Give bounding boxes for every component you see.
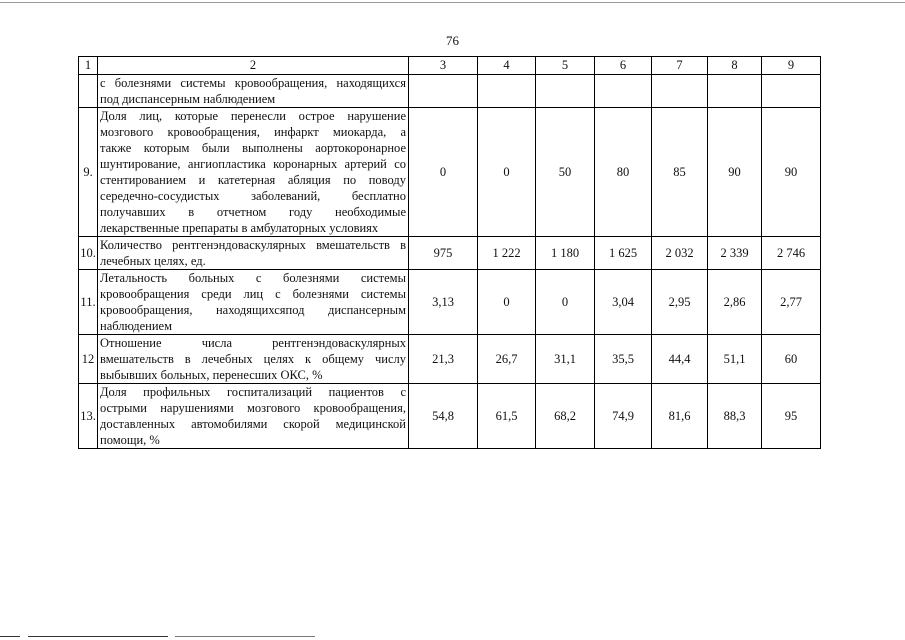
value-cell: 35,5 bbox=[595, 335, 652, 384]
indicator-description bbox=[98, 270, 409, 335]
value-cell: 1 180 bbox=[536, 237, 595, 270]
indicator-description bbox=[98, 108, 409, 237]
description-line: Доля профильных госпитализаций пациентов с bbox=[100, 385, 406, 399]
indicator-description bbox=[98, 237, 409, 270]
table-row bbox=[79, 237, 821, 270]
value-cell: 88,3 bbox=[708, 384, 762, 449]
table-row bbox=[79, 270, 821, 335]
row-number: 12 bbox=[79, 335, 98, 384]
description-line: Отношение числа рентгенэндоваскулярных bbox=[100, 336, 406, 350]
header-row bbox=[79, 57, 821, 75]
description-line: получавших в отчетном году необходимые bbox=[100, 205, 406, 219]
value-cell bbox=[762, 75, 821, 108]
description-line: помощи, % bbox=[100, 433, 160, 447]
value-cell: 26,7 bbox=[478, 335, 536, 384]
description-line: доставленных автомобилями скорой медицинской bbox=[100, 417, 406, 431]
value-cell: 90 bbox=[762, 108, 821, 237]
value-cell: 3,13 bbox=[409, 270, 478, 335]
value-cell: 2 746 bbox=[762, 237, 821, 270]
value-cell bbox=[536, 75, 595, 108]
row-number bbox=[79, 75, 98, 108]
description-line: середечно-сосудистых заболеваний, бесплатно bbox=[100, 189, 406, 203]
value-cell bbox=[478, 75, 536, 108]
value-cell: 975 bbox=[409, 237, 478, 270]
description-line: шунтирование, ангиопластика коронарных артерий со bbox=[100, 157, 406, 171]
value-cell: 85 bbox=[652, 108, 708, 237]
description-line: наблюдением bbox=[100, 319, 172, 333]
value-cell: 50 bbox=[536, 108, 595, 237]
description-line: с болезнями системы кровообращения, находящихся bbox=[100, 76, 406, 90]
table-row bbox=[79, 335, 821, 384]
bottom-edge-line bbox=[28, 636, 168, 637]
header-cell: 3 bbox=[409, 57, 478, 75]
description-line: Доля лиц, которые перенесли острое нарушение bbox=[100, 109, 406, 123]
value-cell: 60 bbox=[762, 335, 821, 384]
value-cell: 0 bbox=[478, 108, 536, 237]
description-line: мозгового кровообращения, инфаркт миокарда, а bbox=[100, 125, 406, 139]
description-line: стентированием и катетерная абляция по поводу bbox=[100, 173, 406, 187]
bottom-edge-line bbox=[175, 636, 315, 637]
value-cell: 90 bbox=[708, 108, 762, 237]
value-cell: 80 bbox=[595, 108, 652, 237]
value-cell: 1 222 bbox=[478, 237, 536, 270]
value-cell: 2,95 bbox=[652, 270, 708, 335]
header-cell: 7 bbox=[652, 57, 708, 75]
header-cell: 8 bbox=[708, 57, 762, 75]
description-line: лечебных целях, ед. bbox=[100, 254, 206, 268]
value-cell: 0 bbox=[409, 108, 478, 237]
value-cell: 2,86 bbox=[708, 270, 762, 335]
value-cell: 68,2 bbox=[536, 384, 595, 449]
value-cell: 0 bbox=[536, 270, 595, 335]
value-cell: 2 032 bbox=[652, 237, 708, 270]
header-cell: 2 bbox=[98, 57, 409, 75]
header-cell: 1 bbox=[79, 57, 98, 75]
description-line: также которым были выполнены аортокоронарное bbox=[100, 141, 406, 155]
page-number: 76 bbox=[446, 33, 459, 48]
table-row bbox=[79, 384, 821, 449]
value-cell: 2,77 bbox=[762, 270, 821, 335]
table-row bbox=[79, 75, 821, 108]
value-cell: 44,4 bbox=[652, 335, 708, 384]
header-cell: 4 bbox=[478, 57, 536, 75]
value-cell: 51,1 bbox=[708, 335, 762, 384]
value-cell bbox=[652, 75, 708, 108]
header-cell: 9 bbox=[762, 57, 821, 75]
header-cell: 6 bbox=[595, 57, 652, 75]
top-rule bbox=[0, 2, 905, 3]
value-cell: 31,1 bbox=[536, 335, 595, 384]
bottom-edge-line bbox=[0, 636, 20, 637]
description-line: вмешательств в лечебных целях к общему числу bbox=[100, 352, 406, 366]
description-line: кровообращения среди лиц с болезнями системы bbox=[100, 287, 406, 301]
description-line: острыми нарушениями мозгового кровообращения, bbox=[100, 401, 406, 415]
value-cell: 81,6 bbox=[652, 384, 708, 449]
value-cell: 0 bbox=[478, 270, 536, 335]
value-cell bbox=[708, 75, 762, 108]
value-cell: 3,04 bbox=[595, 270, 652, 335]
header-cell: 5 bbox=[536, 57, 595, 75]
indicators-table bbox=[78, 56, 821, 449]
description-line: выбывших больных, перенесших ОКС, % bbox=[100, 368, 323, 382]
value-cell: 2 339 bbox=[708, 237, 762, 270]
description-line: кровообращения, находящихсяпод диспансерным bbox=[100, 303, 406, 317]
value-cell bbox=[595, 75, 652, 108]
row-number: 10. bbox=[79, 237, 98, 270]
row-number: 11. bbox=[79, 270, 98, 335]
value-cell bbox=[409, 75, 478, 108]
indicator-description bbox=[98, 384, 409, 449]
value-cell: 21,3 bbox=[409, 335, 478, 384]
row-number: 13. bbox=[79, 384, 98, 449]
indicator-description bbox=[98, 75, 409, 108]
description-line: под диспансерным наблюдением bbox=[100, 92, 276, 106]
value-cell: 1 625 bbox=[595, 237, 652, 270]
table-row bbox=[79, 108, 821, 237]
value-cell: 95 bbox=[762, 384, 821, 449]
value-cell: 74,9 bbox=[595, 384, 652, 449]
description-line: Количество рентгенэндоваскулярных вмешательств в bbox=[100, 238, 406, 252]
row-number: 9. bbox=[79, 108, 98, 237]
description-line: лекарственные препараты в амбулаторных условиях bbox=[100, 221, 379, 235]
description-line: Летальность больных с болезнями системы bbox=[100, 271, 406, 285]
value-cell: 61,5 bbox=[478, 384, 536, 449]
value-cell: 54,8 bbox=[409, 384, 478, 449]
indicator-description bbox=[98, 335, 409, 384]
